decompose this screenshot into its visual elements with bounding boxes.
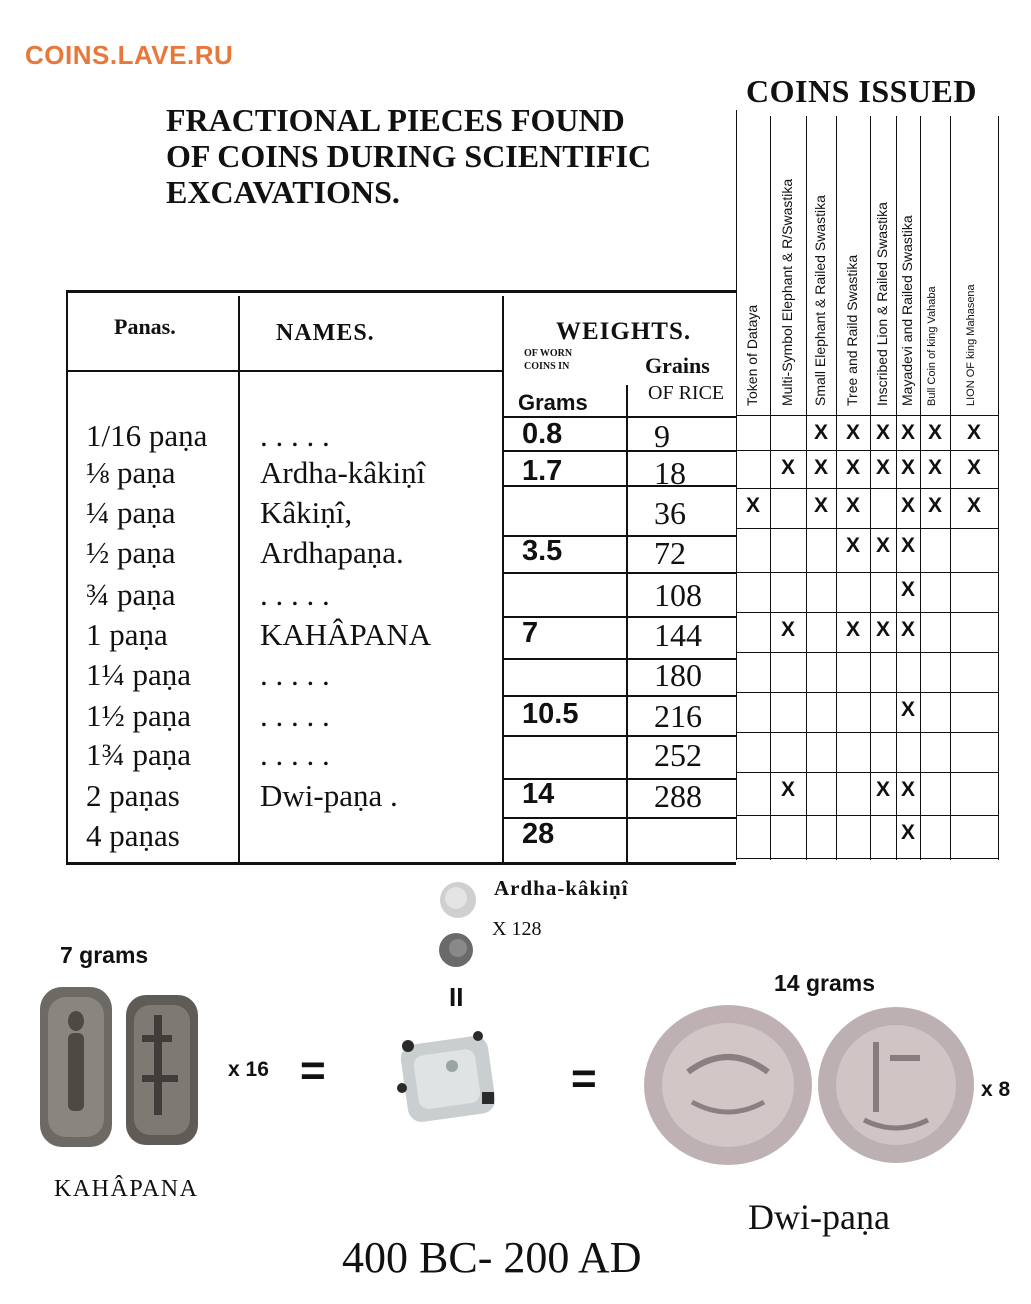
table-cell-name: Kâkiṇî, — [260, 495, 353, 530]
coin-issued-mark: X — [928, 421, 943, 444]
punch-marked-coin-image — [390, 1026, 506, 1130]
x128-label: X 128 — [492, 918, 542, 940]
coin-issued-mark: X — [901, 821, 916, 844]
table-cell-grains: 252 — [654, 737, 702, 773]
coin-issued-mark: X — [846, 421, 861, 444]
table-cell-name: . . . . . — [260, 698, 330, 733]
coin-issued-mark: X — [967, 494, 982, 517]
table-cell-pana: ⅛ paṇa — [86, 455, 176, 490]
coin-issued-mark: X — [967, 456, 982, 479]
table-cell-pana: 1/16 paṇa — [86, 418, 208, 453]
ardha-kakini-coins-image — [436, 880, 480, 970]
x16-label: x 16 — [228, 1058, 269, 1081]
coin-column-header: Small Elephant & Railed Swastika — [812, 195, 828, 406]
grid-row-line — [736, 815, 998, 816]
x8-label: x 8 — [981, 1078, 1011, 1101]
table-cell-grains: 216 — [654, 698, 702, 734]
equals-sign-1: = — [300, 1046, 326, 1095]
table-cell-grains: 9 — [654, 418, 670, 454]
table-cell-pana: 1 paṇa — [86, 617, 168, 652]
table-cell-grams: 0.8 — [522, 418, 563, 450]
grams-rule-4 — [504, 572, 736, 574]
coin-issued-mark: X — [846, 494, 861, 517]
coin-issued-mark: X — [814, 421, 829, 444]
table-cell-pana: 1½ paṇa — [86, 698, 192, 733]
header-of-rice: OF RICE — [648, 382, 725, 404]
table-cell-pana: 2 paṇas — [86, 778, 180, 813]
grid-row-line — [736, 692, 998, 693]
grid-row-line — [736, 612, 998, 613]
grid-column-line — [736, 110, 737, 860]
header-names: NAMES. — [276, 320, 375, 346]
coin-issued-mark: X — [901, 698, 916, 721]
table-cell-grams: 1.7 — [522, 455, 563, 487]
dwipana-coins-image — [640, 1002, 980, 1168]
coin-issued-mark: X — [814, 494, 829, 517]
ardha-kakini-label: Ardha-kâkiṇî — [494, 876, 629, 900]
coin-issued-mark: X — [901, 534, 916, 557]
coin-column-header: Inscribed Lion & Railed Swastika — [874, 202, 890, 406]
grid-row-line — [736, 858, 998, 859]
table-cell-grams: 3.5 — [522, 535, 563, 567]
coin-issued-mark: X — [746, 494, 761, 517]
coin-issued-mark: X — [876, 456, 891, 479]
parallel-symbol: II — [449, 982, 464, 1012]
table-cell-grams: 14 — [522, 778, 555, 810]
coin-issued-mark: X — [901, 618, 916, 641]
coin-issued-mark: X — [928, 456, 943, 479]
coin-issued-mark: X — [846, 534, 861, 557]
weights-table — [66, 290, 736, 865]
heading-line-1: FRACTIONAL PIECES FOUND — [166, 102, 625, 138]
table-bottom-border — [66, 862, 736, 865]
table-header-rule-1 — [68, 370, 238, 372]
header-coins-in: COINS IN — [524, 361, 570, 372]
coin-issued-mark: X — [967, 421, 982, 444]
coin-issued-mark: X — [781, 456, 796, 479]
equals-sign-2: = — [571, 1054, 597, 1103]
header-grains: Grains — [645, 353, 710, 378]
coin-issued-mark: X — [901, 494, 916, 517]
table-cell-name: . . . . . — [260, 657, 330, 692]
page-heading — [166, 102, 651, 210]
coin-issued-mark: X — [876, 534, 891, 557]
grid-row-line — [736, 415, 998, 416]
fourteen-grams-label: 14 grams — [774, 970, 876, 996]
kahapana-caption: KAHÂPANA — [54, 1176, 199, 1202]
table-cell-name: . . . . . — [260, 577, 330, 612]
table-cell-pana: 1¼ paṇa — [86, 657, 192, 692]
dwipana-caption: Dwi-paṇa — [748, 1197, 890, 1237]
table-divider-panas — [238, 296, 240, 862]
grid-column-line — [998, 116, 999, 860]
grid-row-line — [736, 488, 998, 489]
coin-issued-mark: X — [901, 456, 916, 479]
table-cell-grains: 144 — [654, 617, 702, 653]
table-header-rule-2 — [240, 370, 502, 372]
table-cell-grains: 36 — [654, 495, 686, 531]
header-of-worn: OF WORN — [524, 348, 573, 359]
coin-issued-mark: X — [781, 618, 796, 641]
coin-issued-mark: X — [876, 778, 891, 801]
era-label: 400 BC- 200 AD — [342, 1233, 642, 1282]
grid-row-line — [736, 652, 998, 653]
watermark: COINS.LAVE.RU — [25, 40, 234, 70]
coin-issued-mark: X — [901, 421, 916, 444]
grid-row-line — [736, 772, 998, 773]
table-cell-grains: 108 — [654, 577, 702, 613]
coin-issued-mark: X — [876, 421, 891, 444]
grid-row-line — [736, 450, 998, 451]
table-cell-name: KAHÂPANA — [260, 617, 432, 652]
coin-issued-mark: X — [814, 456, 829, 479]
header-weights: WEIGHTS. — [556, 318, 692, 345]
coin-issued-mark: X — [781, 778, 796, 801]
table-cell-pana: 4 paṇas — [86, 818, 180, 853]
table-cell-pana: ¾ paṇa — [86, 577, 176, 612]
table-cell-grains: 180 — [654, 657, 702, 693]
table-cell-grains: 288 — [654, 778, 702, 814]
table-cell-name: Ardha-kâkiṇî — [260, 455, 426, 490]
table-divider-grams — [626, 385, 628, 862]
table-cell-grams: 28 — [522, 818, 555, 850]
table-cell-name: . . . . . — [260, 418, 330, 453]
heading-line-2: OF COINS DURING SCIENTIFIC — [166, 138, 652, 174]
kahapana-coins-image — [32, 975, 200, 1160]
grid-row-line — [736, 572, 998, 573]
coin-column-header: Multi-Symbol Elephant & R/Swastika — [779, 178, 795, 406]
seven-grams-label: 7 grams — [60, 942, 149, 968]
coin-column-header: Bull Coin of king Vahaba — [926, 286, 938, 406]
heading-line-3: EXCAVATIONS. — [166, 174, 400, 210]
table-cell-grains: 72 — [654, 535, 686, 571]
grid-row-line — [736, 528, 998, 529]
coins-issued-title: COINS ISSUED — [746, 73, 977, 109]
coin-issued-mark: X — [846, 456, 861, 479]
table-left-border — [66, 290, 68, 865]
table-cell-name: Ardhapaṇa. — [260, 535, 404, 570]
table-cell-name: . . . . . — [260, 737, 330, 772]
coin-issued-mark: X — [901, 778, 916, 801]
grams-rule-7 — [504, 695, 736, 697]
coin-issued-mark: X — [901, 578, 916, 601]
table-top-border — [66, 290, 736, 293]
coins-issued-grid — [736, 110, 998, 860]
table-cell-pana: ½ paṇa — [86, 535, 176, 570]
header-panas: Panas. — [114, 314, 176, 339]
coin-column-header: Token of Dataya — [744, 304, 760, 406]
header-grams: Grams — [518, 390, 588, 415]
table-cell-grams: 7 — [522, 617, 539, 649]
coin-issued-mark: X — [928, 494, 943, 517]
coin-column-header: LION OF king Mahasena — [965, 284, 977, 406]
table-cell-pana: ¼ paṇa — [86, 495, 176, 530]
coin-column-header: Tree and Raild Swastika — [844, 254, 860, 406]
table-cell-pana: 1¾ paṇa — [86, 737, 192, 772]
table-cell-grams: 10.5 — [522, 698, 579, 730]
coin-issued-mark: X — [876, 618, 891, 641]
grid-row-line — [736, 732, 998, 733]
table-cell-name: Dwi-paṇa . — [260, 778, 398, 813]
coin-column-header: Mayadevi and Railed Swastika — [899, 215, 915, 406]
coin-issued-mark: X — [846, 618, 861, 641]
table-cell-grains: 18 — [654, 455, 686, 491]
